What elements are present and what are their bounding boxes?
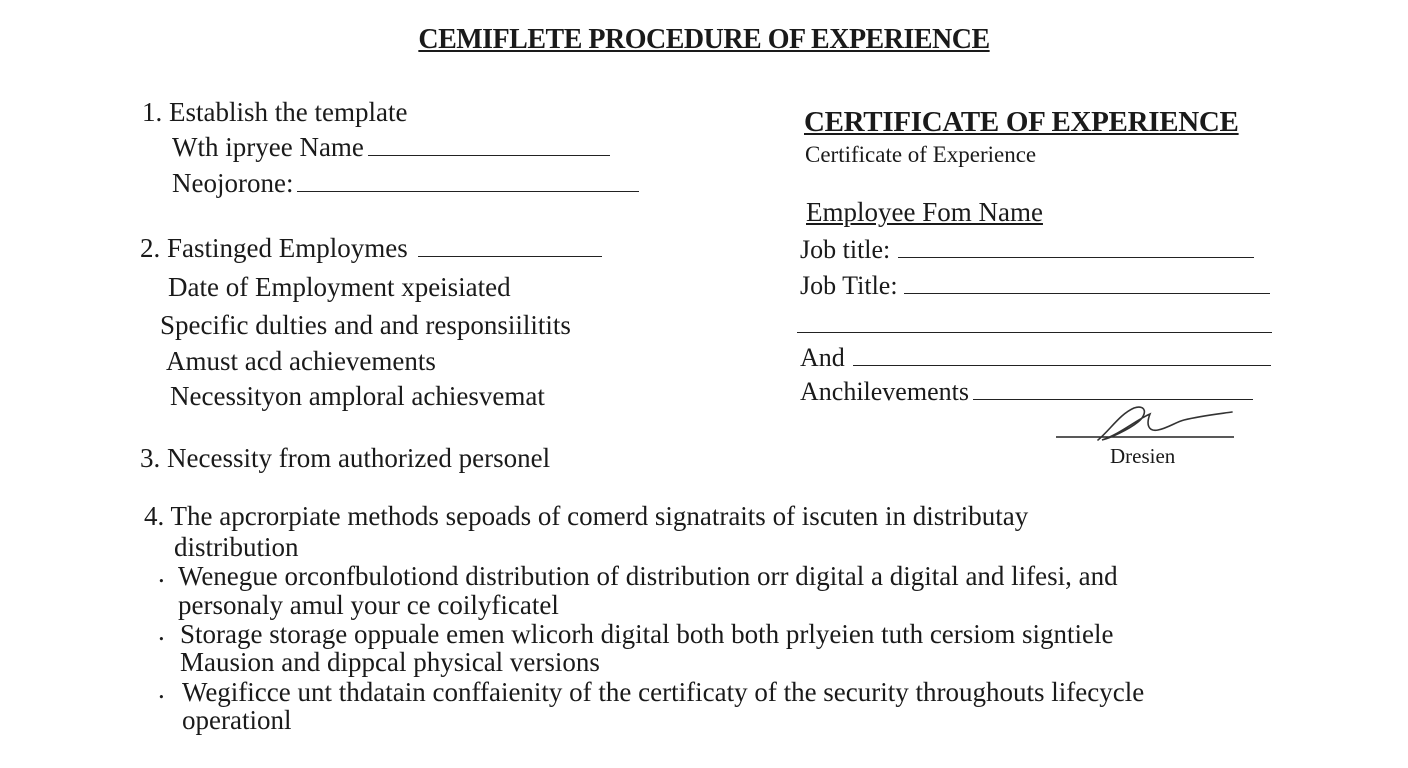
step-1-line-b-label: Neojorone: bbox=[172, 168, 294, 198]
achievements-label: Anchilevements bbox=[800, 377, 969, 406]
step-1-line-a-label: Wth ipryee Name bbox=[172, 132, 364, 162]
step-1-heading: 1. Establish the template bbox=[142, 97, 408, 127]
step-2-heading bbox=[140, 232, 602, 264]
page-title: CEMIFLETE PROCEDURE OF EXPERIENCE bbox=[418, 24, 990, 55]
step-4-bullet-line: Wegificce unt thdatain conffaienity of the certificaty of the security throughouts lifecycle bbox=[182, 677, 1145, 707]
step-1-line-b-blank bbox=[297, 169, 639, 192]
signer-name: Dresien bbox=[1110, 444, 1176, 468]
and-label: And bbox=[800, 343, 845, 372]
job-title-blank bbox=[904, 271, 1270, 294]
and-row bbox=[800, 343, 1271, 373]
job-title-label: Job title: bbox=[800, 235, 891, 264]
step-1-line-a bbox=[172, 131, 610, 163]
step-4-bullet-line: Mausion and dippcal physical versions bbox=[180, 647, 600, 677]
certificate-title: CERTIFICATE OF EXPERIENCE bbox=[804, 106, 1239, 138]
step-2-item: Amust acd achievements bbox=[166, 346, 436, 376]
step-4-bullet-line: Storage storage oppuale emen wlicorh digital both both prlyeien tuth cersiom signtiele bbox=[180, 619, 1114, 649]
signature-mark bbox=[1050, 400, 1240, 446]
achievements-blank bbox=[973, 377, 1253, 400]
certificate-subtitle: Certificate of Experience bbox=[805, 142, 1037, 167]
step-1-line-a-blank bbox=[368, 133, 610, 156]
job-title-row bbox=[800, 235, 1254, 265]
step-2-heading-label: 2. Fastinged Employmes bbox=[140, 233, 408, 263]
step-4-bullet-line: Wenegue orconfbulotiond distribution of distribution orr digital a digital and lifesi, and bbox=[178, 561, 1118, 591]
blank-line bbox=[797, 312, 1272, 333]
and-blank bbox=[853, 343, 1271, 366]
step-2-blank bbox=[418, 234, 602, 257]
step-2-item: Specific dulties and and responsiilitits bbox=[160, 310, 571, 340]
step-2-item: Necessityon amploral achiesvemat bbox=[170, 381, 545, 411]
employee-name-label: Employee Fom Name bbox=[806, 197, 1043, 227]
step-3-heading: 3. Necessity from authorized personel bbox=[140, 443, 551, 473]
step-4-heading-cont: distribution bbox=[174, 532, 299, 562]
bullet-marker: . bbox=[158, 558, 165, 588]
bullet-marker: . bbox=[158, 616, 165, 646]
job-title-row bbox=[800, 271, 1270, 301]
job-title-label: Job Title: bbox=[800, 271, 898, 300]
step-1-line-b bbox=[172, 167, 639, 199]
bullet-marker: . bbox=[158, 674, 165, 704]
step-4-bullet-line: operationl bbox=[182, 705, 292, 735]
job-title-blank bbox=[898, 235, 1254, 258]
step-4-heading: 4. The apcrorpiate methods sepoads of comerd signatraits of iscuten in distributay bbox=[144, 501, 1029, 531]
step-4-bullet-line: personaly amul your ce coilyficatel bbox=[178, 590, 559, 620]
step-2-item: Date of Employment xpeisiated bbox=[168, 272, 511, 302]
